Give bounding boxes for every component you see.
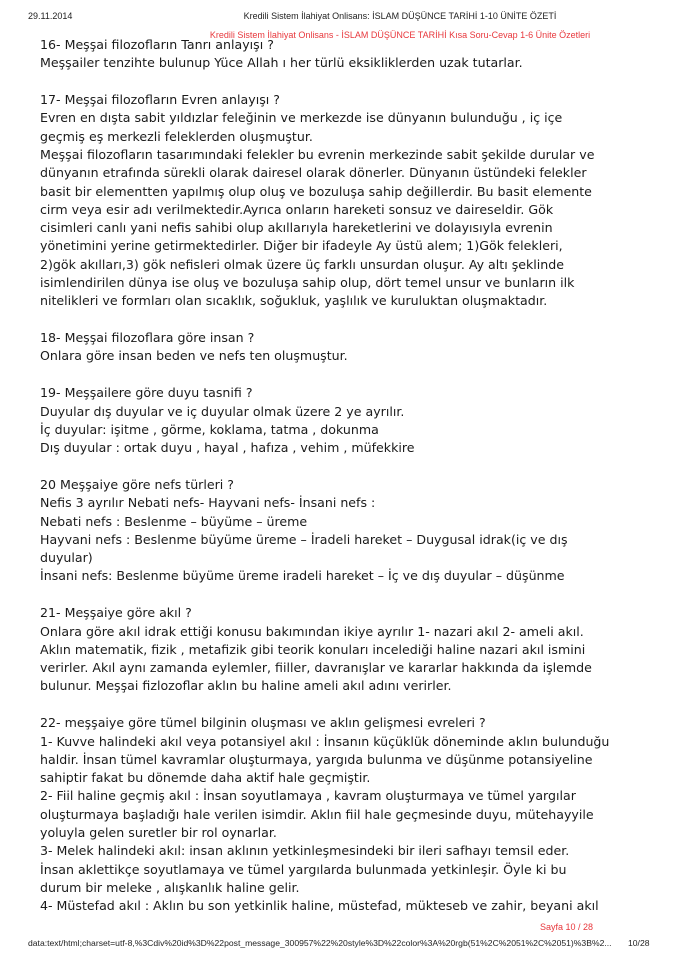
- answer-line: isimlendirilen dünya ise oluş ve bozuluşa sahip olup, dört temel unsur ve bunların ilk: [40, 275, 575, 291]
- answer-line: cirm veya esir adı verilmektedir.Ayrıca onların hareketi sonsuz ve daireseldir. Gök: [40, 201, 554, 217]
- answer-line: dünyanın etrafında sürekli olarak dairesel olarak dönerler. Dünyanın üstündeki felekler: [40, 165, 587, 181]
- question-heading: 17- Meşşai filozofların Evren anlayışı ?: [40, 92, 280, 108]
- qa-section: [40, 384, 650, 457]
- answer-line: duyular): [40, 550, 93, 566]
- question-heading: 18- Meşşai filozoflara göre insan ?: [40, 330, 255, 346]
- question-heading: 21- Meşşaiye göre akıl ?: [40, 605, 192, 621]
- question-heading: 20 Meşşaiye göre nefs türleri ?: [40, 476, 234, 492]
- section-gap: [40, 457, 650, 476]
- section-gap: [40, 586, 650, 605]
- qa-section: [40, 91, 650, 311]
- answer-line: sahiptir fakat bu dönemde daha aktif hale geçmiştir.: [40, 770, 371, 786]
- answer-line: Aklın matematik, fizik , metafizik gibi teorik konuları incelediği haline nazari akıl ismini: [40, 641, 586, 657]
- print-header-title: Kredili Sistem İlahiyat Onlisans: İSLAM DÜŞÜNCE TARİHİ 1-10 ÜNİTE ÖZETİ: [243, 11, 557, 21]
- answer-line: Duyular dış duyular ve iç duyular olmak üzere 2 ye ayrılır.: [40, 403, 405, 419]
- qa-section: [40, 329, 650, 366]
- section-gap: [40, 366, 650, 385]
- answer-line: İnsani nefs: Beslenme büyüme üreme iradeli hareket – İç ve dış duyular – düşünme: [40, 568, 565, 584]
- answer-line: durum bir meleke , alışkanlık haline gelir.: [40, 879, 300, 895]
- answer-line: verirler. Akıl aynı zamanda eylemler, fiiller, davranışlar ve kararlar hakkında da işlemde: [40, 660, 592, 676]
- answer-line: 3- Melek halindeki akıl: insan aklının yetkinleşmesindeki bir ileri safhayı temsil eder.: [40, 843, 570, 859]
- answer-line: Meşşailer tenzihte bulunup Yüce Allah ı her türlü eksikliklerden uzak tutarlar.: [40, 55, 523, 71]
- qa-section: [40, 714, 650, 915]
- question-heading: 22- meşşaiye göre tümel bilginin oluşması ve aklın gelişmesi evreleri ?: [40, 715, 486, 731]
- answer-line: basit bir elementten yapılmış olup oluş ve bozuluşa sahip değillerdir. Bu basit elemente: [40, 183, 592, 199]
- page-counter: Sayfa 10 / 28: [540, 922, 594, 932]
- document-body: [40, 36, 650, 915]
- answer-line: Evren en dışta sabit yıldızlar feleğinin ve merkezde ise dünyanın bulunduğu , iç içe: [40, 110, 563, 126]
- answer-line: yönetimini yerine getirmektedirler. Diğer bir ifadeyle Ay üstü alem; 1)Gök felekleri,: [40, 238, 563, 254]
- answer-line: Dış duyular : ortak duyu , hayal , hafıza , vehim , müfekkire: [40, 440, 415, 456]
- qa-section: [40, 36, 650, 73]
- answer-line: 1- Kuvve halindeki akıl veya potansiyel akıl : İnsanın küçüklük döneminde aklın bulunduğu: [40, 733, 610, 749]
- section-gap: [40, 311, 650, 330]
- answer-line: oluşturmaya başladığı hale verilen isimdir. Aklın fiil hale geçmesinde duyu, mütehayyile: [40, 806, 594, 822]
- answer-line: geçmiş eş merkezli feleklerden oluşmuştur.: [40, 128, 313, 144]
- print-url: data:text/html;charset=utf-8,%3Cdiv%20id%3D%22post_message_300957%22%20style%3D%22color%3A%20rgb(51%2C%2051%2C%2051)%3B%2...: [28, 938, 612, 948]
- answer-line: 2- Fiil haline geçmiş akıl : İnsan soyutlamaya , kavram oluşturmaya ve tümel yargılar: [40, 788, 576, 804]
- answer-line: haldir. İnsan tümel kavramlar oluşturmaya, yargıda bulunma ve düşünme potansiyeline: [40, 751, 593, 767]
- question-heading: 19- Meşşailere göre duyu tasnifi ?: [40, 385, 253, 401]
- answer-line: Onlara göre insan beden ve nefs ten oluşmuştur.: [40, 348, 348, 364]
- answer-line: Onlara göre akıl idrak ettiği konusu bakımından ikiye ayrılır 1- nazari akıl 2- ameli akıl.: [40, 623, 584, 639]
- section-gap: [40, 73, 650, 92]
- answer-line: bulunur. Meşşai fizlozoflar aklın bu haline ameli akıl adını verirler.: [40, 678, 452, 694]
- print-page-number: 10/28: [628, 938, 650, 948]
- answer-line: 4- Müstefad akıl : Aklın bu son yetkinlik haline, müstefad, mükteseb ve zahir, beyani akıl: [40, 898, 599, 914]
- answer-line: Nefis 3 ayrılır Nebati nefs- Hayvani nefs- İnsani nefs :: [40, 495, 376, 511]
- answer-line: Meşşai filozofların tasarımındaki felekler bu evrenin merkezinde sabit şekilde durular ve: [40, 146, 595, 162]
- answer-line: nitelikleri ve formları olan sıcaklık, soğukluk, yaşlılık ve kuruluktan oluşmaktadır.: [40, 293, 548, 309]
- answer-line: İç duyular: işitme , görme, koklama, tatma , dokunma: [40, 421, 379, 437]
- answer-line: İnsan aklettikçe soyutlamaya ve tümel yargılarda bulunmada yetkinleşir. Öyle ki bu: [40, 861, 567, 877]
- answer-line: Hayvani nefs : Beslenme büyüme üreme – İradeli hareket – Duygusal idrak(iç ve dış: [40, 531, 568, 547]
- qa-section: [40, 476, 650, 586]
- answer-line: yoluyla gelen suretler bir rol oynarlar.: [40, 824, 277, 840]
- question-heading: 16- Meşşai filozofların Tanrı anlayışı ?: [40, 37, 274, 52]
- document-subtitle: Kredili Sistem İlahiyat Onlisans - İSLAM DÜŞÜNCE TARİHİ Kısa Soru-Cevap 1-6 Ünite Özetleri: [209, 30, 591, 40]
- answer-line: Nebati nefs : Beslenme – büyüme – üreme: [40, 513, 308, 529]
- section-gap: [40, 696, 650, 715]
- qa-section: [40, 604, 650, 695]
- answer-line: cisimleri canlı yani nefis sahibi olup akıllarıyla hareketlerini ve dolayısıyla evrenin: [40, 220, 553, 236]
- answer-line: 2)gök akılları,3) gök nefisleri olmak üzere üç farklı unsurdan oluşur. Ay altı şeklinde: [40, 256, 565, 272]
- print-date: 29.11.2014: [28, 11, 73, 21]
